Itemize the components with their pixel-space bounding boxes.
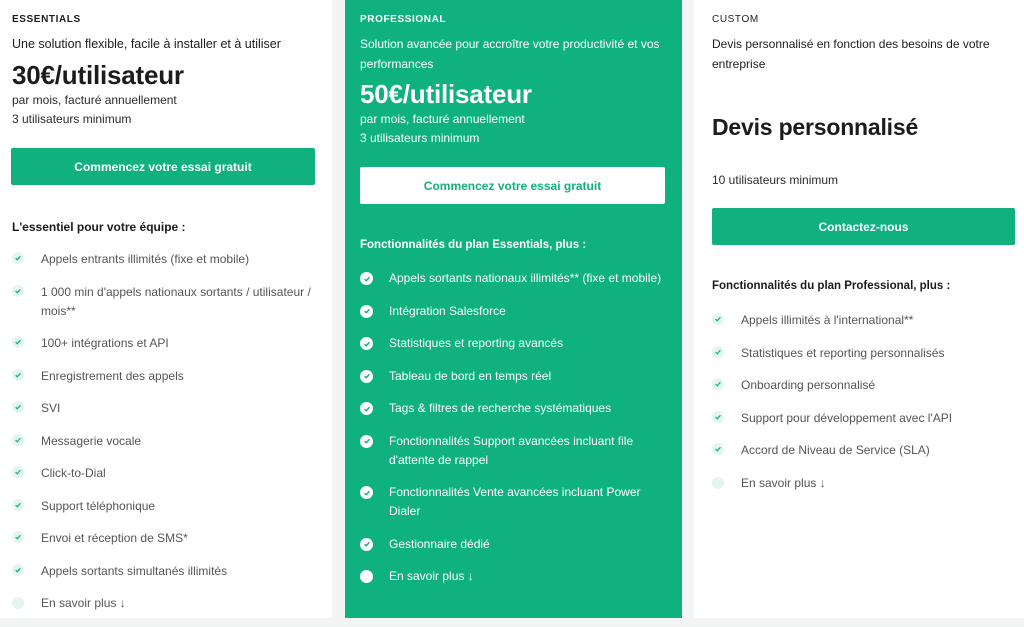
plan-price: 30€/utilisateur — [12, 60, 184, 90]
features-heading: Fonctionnalités du plan Essentials, plus : — [360, 239, 587, 251]
feature-label: SVI — [41, 401, 61, 415]
check-icon — [360, 486, 373, 499]
plan-billing-note — [12, 91, 177, 129]
check-icon — [712, 313, 724, 325]
feature-label: Gestionnaire dédié — [389, 536, 490, 551]
check-icon — [12, 466, 24, 478]
check-icon — [360, 435, 373, 448]
feature-label: Envoi et réception de SMS* — [41, 531, 188, 545]
feature-label: Accord de Niveau de Service (SLA) — [741, 443, 930, 457]
check-icon — [360, 370, 373, 383]
list-item — [712, 409, 1017, 428]
feature-label: Appels sortants nationaux illimités** (fixe et mobile) — [389, 271, 662, 285]
list-item — [12, 250, 317, 269]
feature-label: Messagerie vocale — [41, 433, 142, 448]
feature-label: Enregistrement des appels — [41, 368, 184, 383]
list-item — [12, 529, 317, 548]
list-item — [12, 334, 317, 353]
check-icon — [360, 538, 373, 551]
plan-price: Devis personnalisé — [712, 114, 919, 140]
list-item — [360, 302, 670, 321]
plan-tagline: Une solution flexible, facile à installer et à utiliser — [12, 37, 281, 51]
list-item — [12, 464, 317, 483]
list-item — [360, 432, 670, 470]
check-icon — [712, 346, 724, 358]
feature-label: 100+ intégrations et API — [41, 336, 169, 350]
check-icon — [360, 402, 373, 415]
minimum-users-text: 3 utilisateurs minimum — [360, 131, 480, 145]
learn-more-label: En savoir plus ↓ — [41, 596, 126, 610]
feature-label: Tags & filtres de recherche systématiques — [389, 401, 612, 415]
start-free-trial-button[interactable]: Commencez votre essai gratuit — [11, 148, 315, 185]
feature-label: Click-to-Dial — [41, 466, 106, 480]
plan-card-essentials — [0, 0, 332, 618]
feature-label: Statistiques et reporting avancés — [389, 336, 564, 350]
feature-label: Onboarding personnalisé — [741, 378, 876, 392]
feature-label: Support pour développement avec l'API — [741, 410, 953, 425]
features-list — [12, 250, 317, 627]
bullet-icon — [12, 597, 24, 609]
list-item — [360, 269, 670, 288]
plan-card-professional — [345, 0, 682, 618]
list-item — [712, 376, 1017, 395]
check-icon — [12, 369, 24, 381]
list-item — [360, 399, 670, 418]
check-icon — [360, 272, 373, 285]
learn-more-link[interactable] — [12, 594, 317, 613]
plan-tier: PROFESSIONAL — [360, 14, 447, 25]
check-icon — [12, 531, 24, 543]
start-free-trial-button[interactable]: Commencez votre essai gratuit — [360, 167, 665, 204]
check-icon — [360, 337, 373, 350]
feature-label: Fonctionnalités Support avancées incluant file d'attente de rappel — [389, 433, 634, 467]
bullet-icon — [712, 477, 724, 489]
check-icon — [360, 305, 373, 318]
learn-more-link[interactable] — [712, 474, 1017, 493]
list-item — [360, 334, 670, 353]
list-item — [12, 283, 317, 321]
features-heading: L'essentiel pour votre équipe : — [12, 220, 186, 234]
billing-text: par mois, facturé annuellement — [360, 112, 525, 126]
list-item — [360, 483, 670, 521]
check-icon — [712, 443, 724, 455]
feature-label: Appels entrants illimités (fixe et mobile) — [41, 252, 250, 266]
plan-tier: CUSTOM — [712, 14, 759, 25]
minimum-users-text: 3 utilisateurs minimum — [12, 112, 132, 126]
plan-billing-note — [360, 110, 525, 148]
feature-label: Appels sortants simultanés illimités — [41, 563, 228, 578]
check-icon — [12, 401, 24, 413]
contact-us-button[interactable]: Contactez-nous — [712, 208, 1015, 245]
features-heading: Fonctionnalités du plan Professional, plus : — [712, 280, 951, 292]
feature-label: 1 000 min d'appels nationaux sortants / utilisateur / mois** — [41, 284, 311, 318]
feature-label: Fonctionnalités Vente avancées incluant Power Dialer — [389, 485, 641, 518]
bullet-icon — [360, 570, 373, 583]
check-icon — [12, 564, 24, 576]
feature-label: Appels illimités à l'international** — [741, 313, 914, 327]
plan-tagline: Devis personnalisé en fonction des besoins de votre entreprise — [712, 37, 990, 71]
list-item — [12, 562, 317, 581]
plan-price: 50€/utilisateur — [360, 79, 532, 109]
check-icon — [12, 499, 24, 511]
billing-text: par mois, facturé annuellement — [12, 93, 177, 107]
features-list — [360, 269, 670, 600]
learn-more-label: En savoir plus ↓ — [389, 569, 474, 583]
list-item — [360, 535, 670, 554]
check-icon — [12, 434, 24, 446]
plan-tier: ESSENTIALS — [12, 14, 81, 25]
list-item — [12, 432, 317, 451]
list-item — [360, 367, 670, 386]
learn-more-label: En savoir plus ↓ — [741, 475, 826, 490]
check-icon — [712, 378, 724, 390]
plan-tagline: Solution avancée pour accroître votre productivité et vos performances — [360, 37, 660, 71]
learn-more-link[interactable] — [360, 567, 670, 586]
feature-label: Support téléphonique — [41, 498, 156, 513]
features-list — [712, 311, 1017, 506]
list-item — [712, 344, 1017, 363]
check-icon — [12, 336, 24, 348]
minimum-users-text: 10 utilisateurs minimum — [712, 173, 839, 187]
feature-label: Statistiques et reporting personnalisés — [741, 345, 945, 360]
list-item — [712, 441, 1017, 460]
plan-card-custom — [694, 0, 1024, 618]
check-icon — [12, 285, 24, 297]
feature-label: Tableau de bord en temps réel — [389, 368, 552, 383]
list-item — [12, 367, 317, 386]
list-item — [12, 497, 317, 516]
check-icon — [712, 411, 724, 423]
list-item — [12, 399, 317, 418]
list-item — [712, 311, 1017, 330]
check-icon — [12, 252, 24, 264]
feature-label: Intégration Salesforce — [389, 303, 506, 318]
